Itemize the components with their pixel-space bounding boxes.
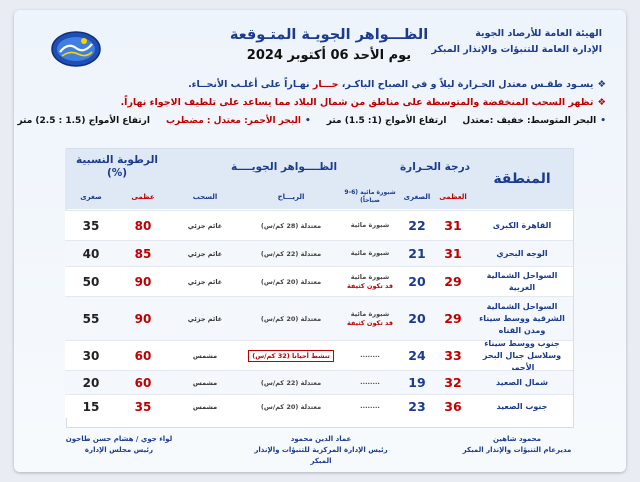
fog-cell: [341, 211, 399, 240]
temp-max-value: 31: [435, 241, 471, 266]
org-line-2: الإدارة العامة للتنبؤات والإنذار المبكر: [431, 44, 602, 55]
temp-max-value: 29: [435, 297, 471, 340]
header-clouds: السحب: [192, 193, 218, 201]
diamond-bullet-icon: ❖: [597, 97, 606, 108]
table-row: [65, 266, 573, 296]
fog-text: شبورة مائية: [350, 309, 390, 318]
summary-bullets: [17, 76, 606, 130]
signature-left: [44, 434, 194, 456]
region-name: الوجه البحري: [471, 241, 573, 266]
bullet-weather: [30, 76, 606, 94]
header-region: المنطقة: [471, 149, 573, 209]
wind-value: معتدلة (20 كم/س): [260, 314, 322, 323]
title-block: [204, 24, 454, 66]
clouds-value: مشمس: [169, 395, 241, 418]
temp-min-value: 21: [399, 241, 435, 266]
wind-value: تنشط أحيانا (32 كم/س): [248, 350, 334, 362]
header-fog: شبورة مائية (6-9 صباحاً): [344, 189, 396, 204]
clouds-value: غائم جزئي: [169, 241, 241, 266]
signer-title: رئيس مجلس الإدارة: [84, 446, 154, 454]
bullet-clouds: [30, 94, 606, 112]
bullet-clouds-text: تظهر السحب المنخفضة والمتوسطة على مناطق من شمال البلاد مما يساعد على تلطيف الاجواء نهاراً.: [120, 97, 594, 108]
temp-max-value: 33: [435, 341, 471, 370]
clouds-value: غائم جزئي: [169, 297, 241, 340]
table-row: [65, 296, 573, 340]
header-phenomena: [169, 149, 399, 209]
fog-warning: قد تكون كثيفة: [346, 318, 394, 327]
bullet-seas: [17, 112, 606, 130]
signer-title: مديرعام التنبؤات والإنذار المبكر: [462, 446, 572, 454]
header-hum-max: عظمى: [131, 193, 155, 201]
table-row: [65, 210, 573, 240]
fog-cell: [341, 341, 399, 370]
humidity-min-value: 50: [65, 267, 117, 296]
dot-bullet-icon: •: [600, 116, 606, 126]
header-temp-max: العظمى: [439, 193, 467, 201]
clouds-value: غائم جزئي: [169, 211, 241, 240]
temp-min-value: 24: [399, 341, 435, 370]
diamond-bullet-icon: ❖: [597, 79, 606, 90]
humidity-max-value: 90: [117, 297, 169, 340]
fog-cell: [341, 395, 399, 418]
region-name: السواحل الشمالية الشرقية ووسط سيناء ومدن القناه: [471, 297, 573, 340]
table-row: [65, 394, 573, 418]
clouds-value: غائم جزئي: [169, 267, 241, 296]
clouds-value: مشمس: [169, 341, 241, 370]
bullet-weather-hot: حـــار: [312, 79, 339, 90]
temp-min-value: 20: [399, 297, 435, 340]
org-line-1: الهيئة العامة للأرصاد الجوية: [475, 28, 602, 39]
humidity-max-value: 60: [117, 341, 169, 370]
header-temp-min: الصغرى: [403, 193, 431, 201]
temp-max-value: 36: [435, 395, 471, 418]
humidity-min-value: 40: [65, 241, 117, 266]
temp-min-value: 23: [399, 395, 435, 418]
wind-value: معتدلة (22 كم/س): [260, 378, 322, 387]
wind-cell: [241, 371, 341, 394]
signer-name: عماد الدين محمود: [290, 435, 352, 443]
signer-name: لواء جوي / هشام حسن طاحون: [65, 435, 173, 443]
bullet-weather-text: يسـود طقـس معتدل الحـرارة ليلاً و في الصباح الباكـر،: [338, 79, 594, 90]
signature-middle: [246, 434, 396, 467]
med-sea-state: البحر المتوسط: خفيف :معتدل: [462, 116, 597, 126]
region-name: السواحل الشمالية الغربية: [471, 267, 573, 296]
red-sea-state: البحر الأحمر: معتدل : مضطرب: [165, 116, 301, 126]
wind-value: معتدلة (20 كم/س): [260, 277, 322, 286]
wind-value: معتدلة (28 كم/س): [260, 221, 322, 230]
header-temp-label: درجة الحـرارة: [399, 160, 471, 173]
region-name: جنوب ووسط سيناء وسلاسل جبال البحر الأحمر: [471, 341, 573, 370]
wind-cell: [241, 267, 341, 296]
fog-cell: [341, 267, 399, 296]
forecast-sheet: [14, 10, 626, 472]
humidity-max-value: 80: [117, 211, 169, 240]
fog-cell: [341, 371, 399, 394]
humidity-max-value: 60: [117, 371, 169, 394]
wind-cell: [241, 297, 341, 340]
humidity-max-value: 35: [117, 395, 169, 418]
ema-logo-icon: [50, 30, 102, 68]
region-name: شمال الصعيد: [471, 371, 573, 394]
red-sea-waves: ارتفاع الأمواج (1.5 : 2.5) متر: [17, 116, 150, 126]
temp-max-value: 32: [435, 371, 471, 394]
bullet-weather-tail: نهـاراً على أغلـب الأنحــاء.: [188, 79, 313, 90]
header-temperature: [399, 149, 471, 209]
humidity-max-value: 85: [117, 241, 169, 266]
wind-cell: [241, 241, 341, 266]
humidity-max-value: 90: [117, 267, 169, 296]
fog-cell: [341, 241, 399, 266]
humidity-min-value: 20: [65, 371, 117, 394]
humidity-min-value: 55: [65, 297, 117, 340]
region-name: جنوب الصعيد: [471, 395, 573, 418]
temp-max-value: 31: [435, 211, 471, 240]
table-row: [65, 370, 573, 394]
forecast-date: يوم الأحد 06 أكتوبر 2024: [246, 48, 412, 63]
forecast-table: [66, 148, 574, 428]
temp-min-value: 20: [399, 267, 435, 296]
humidity-min-value: 35: [65, 211, 117, 240]
table-row: [65, 340, 573, 370]
signature-right: [432, 434, 602, 456]
header-phenomena-label: الظــــواهر الجويــــة: [230, 160, 338, 173]
region-name: القاهرة الكبرى: [471, 211, 573, 240]
fog-text: شبورة مائية: [350, 249, 390, 257]
wind-cell: [241, 341, 341, 370]
fog-warning: قد تكون كثيفة: [346, 281, 394, 290]
header-humidity: [65, 149, 169, 209]
clouds-value: مشمس: [169, 371, 241, 394]
wind-cell: [241, 211, 341, 240]
wind-value: معتدلة (20 كم/س): [260, 402, 322, 411]
fog-cell: [341, 297, 399, 340]
fog-text: شبورة مائية: [350, 221, 390, 229]
humidity-min-value: 15: [65, 395, 117, 418]
temp-max-value: 29: [435, 267, 471, 296]
fog-text: ........: [360, 402, 380, 410]
humidity-min-value: 30: [65, 341, 117, 370]
wind-value: معتدلة (22 كم/س): [260, 249, 322, 258]
header-hum-min: صغرى: [80, 193, 102, 201]
fog-text: ........: [360, 378, 380, 386]
header-humidity-label: الرطوبة النسبية (%): [76, 154, 158, 179]
fog-text: شبورة مائية: [350, 272, 390, 281]
signer-name: محمود شاهين: [492, 435, 541, 443]
med-sea-waves: ارتفاع الأمواج (1: 1.5) متر: [326, 116, 447, 126]
dot-bullet-icon: •: [304, 116, 311, 126]
fog-text: ........: [360, 351, 380, 359]
temp-min-value: 22: [399, 211, 435, 240]
temp-min-value: 19: [399, 371, 435, 394]
table-row: [65, 240, 573, 266]
signer-title: رئيس الإدارة المركزية للتنبؤات والإنذار المبكر: [254, 446, 388, 465]
wind-cell: [241, 395, 341, 418]
header-wind: الريـــاح: [277, 193, 305, 201]
page-title: الظـــواهر الجويـة المتـوقعة: [229, 27, 429, 43]
